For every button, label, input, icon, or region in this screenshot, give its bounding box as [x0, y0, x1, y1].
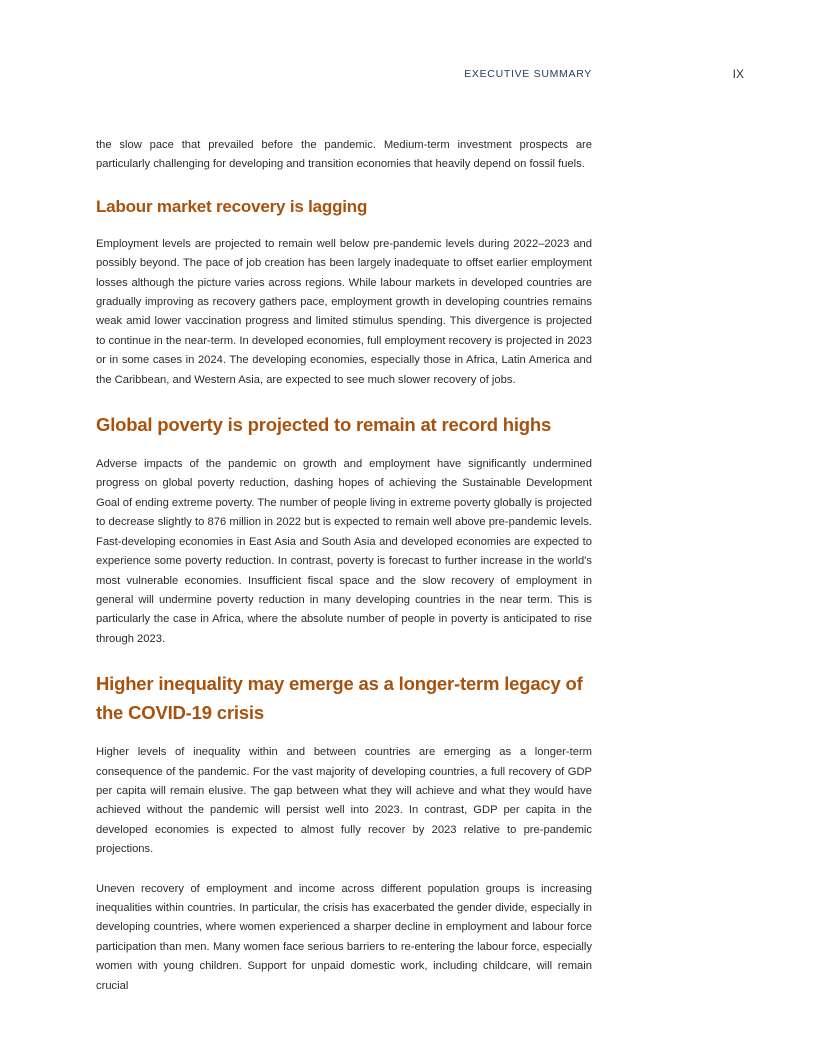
section-heading-poverty: Global poverty is projected to remain at record highs	[96, 414, 552, 436]
running-header-title: EXECUTIVE SUMMARY	[464, 68, 592, 80]
intro-paragraph: the slow pace that prevailed before the pandemic. Medium-term investment prospects are particularly challenging for developing and transition economies that heavily depend on fossil fuels.	[96, 139, 592, 171]
poverty-paragraph: Adverse impacts of the pandemic on growth and employment have significantly undermined progress on global poverty reduction, dashing hopes of achieving the Sustainable Development Goal of ending extreme poverty. The number of people living in extreme poverty globally is projected to decrease slightly to 876 million in 2022 but is expected to remain well above pre-pandemic levels. Fast-developing economies in East Asia and South Asia and developed economies are expected to experience some poverty reduction. In contrast, poverty is forecast to further increase in the world's most vulnerable economies. Insufficient fiscal space and the slow recovery of employment in general will undermine poverty reduction in many developing countries in the near term. This is particularly the case in Africa, where the absolute number of people in poverty is anticipated to rise through 2023.	[96, 458, 592, 645]
labour-paragraph: Employment levels are projected to remain well below pre-pandemic levels during 2022–2023 and possibly beyond. The pace of job creation has been largely inadequate to offset earlier employment losses although the picture varies across regions. While labour markets in developed countries are gradually improving as recovery gathers pace, employment growth in developing countries remains weak amid lower vaccination progress and limited stimulus spending. This divergence is projected to continue in the near-term. In developed economies, full employment recovery is projected in 2023 or in some cases in 2024. The developing economies, especially those in Africa, Latin America and the Caribbean, and Western Asia, are expected to see much slower recovery of jobs.	[96, 237, 592, 386]
section-heading-inequality: Higher inequality may emerge as a longer-term legacy of the COVID-19 crisis	[96, 673, 583, 724]
inequality-paragraph-1: Higher levels of inequality within and between countries are emerging as a longer-term consequence of the pandemic. For the vast majority of developing countries, a full recovery of GDP per capita will remain elusive. The gap between what they will achieve and what they would have achieved without the pandemic will persist well into 2023. In contrast, GDP per capita in the developed economies is expected to almost fully recover by 2023 relative to pre-pandemic projections.	[96, 746, 592, 856]
page-number: IX	[732, 67, 744, 81]
section-heading-labour: Labour market recovery is lagging	[96, 196, 368, 216]
document-body	[96, 136, 592, 996]
inequality-paragraph-2: Uneven recovery of employment and income across different population groups is increasing inequalities within countries. In particular, the crisis has exacerbated the gender divide, especially in developing countries, where women experienced a sharper decline in employment and labour force participation than men. Many women face serious barriers to re-entering the labour force, especially women with young children. Support for unpaid domestic work, including childcare, will remain crucial	[96, 882, 592, 992]
